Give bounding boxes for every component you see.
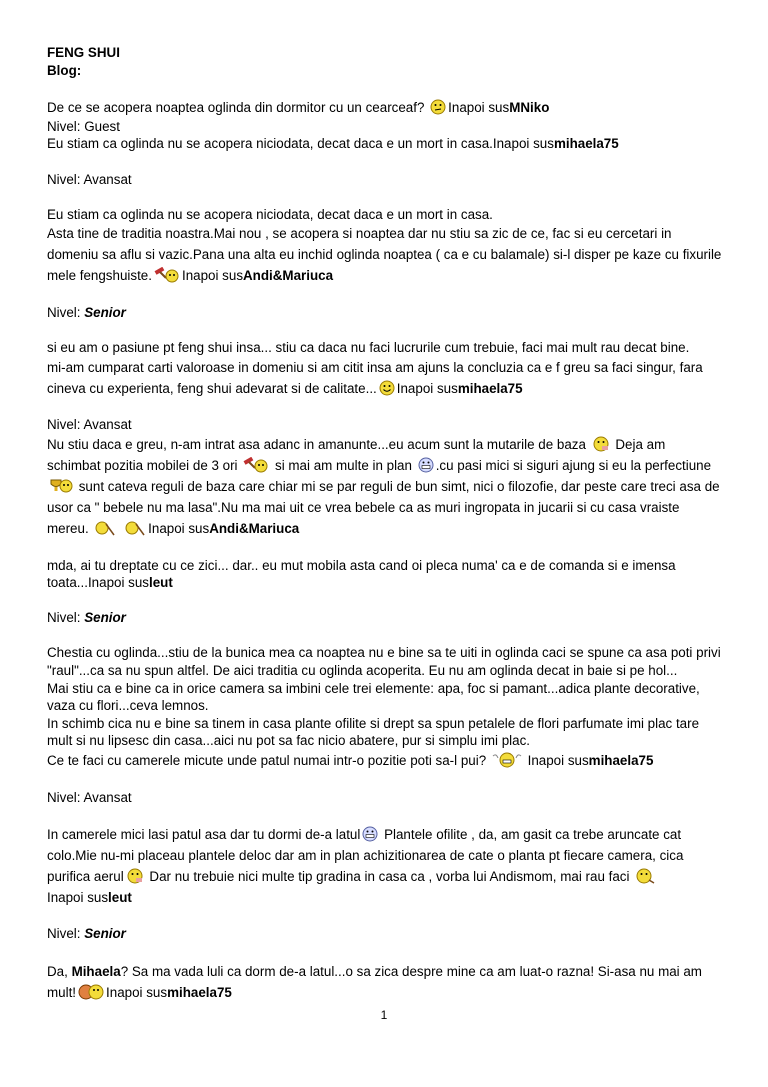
back-to-top-link[interactable]: Inapoi sus: [396, 380, 458, 396]
smile-smiley-icon: [379, 380, 395, 396]
post-level: Nivel: Senior: [47, 304, 126, 320]
post-author[interactable]: mihaela75: [457, 380, 523, 396]
back-to-top-link[interactable]: Inapoi sus: [181, 268, 244, 284]
doc-subtitle: Blog:: [47, 62, 82, 78]
page-number: 1: [380, 1008, 388, 1022]
post-level: Nivel: Avansat: [47, 417, 132, 433]
back-to-top-link[interactable]: Inapoi sus: [87, 575, 149, 591]
post-body: Mai stiu ca e bine ca in orice camera sa imbini cele trei elemente: apa, foc si pamant...adica plante decorative, vaza cu flori...ceva lemnos.: [47, 680, 700, 714]
document-page: [47, 44, 722, 1003]
post-body: Da, Mihaela? Sa ma vada luli ca dorm de-a latul...o sa zica despre mine ca am luat-o razna! Si-asa nu mai am mult! Inapoi susmihaela75: [47, 963, 702, 1000]
post-author[interactable]: Andi&Mariuca: [243, 268, 334, 284]
grin-smiley-icon: [418, 457, 434, 473]
sweeping-smiley-icon: [94, 520, 116, 536]
post-body: Ce te faci cu camerele micute unde patul numai intr-o pozitie poti sa-l pui? Inapoi susmihaela75: [47, 753, 654, 769]
post-body: Eu stiam ca oglinda nu se acopera niciodata, decat daca e un mort in casa.Inapoi susmihaela75: [47, 136, 619, 152]
post-author[interactable]: MNiko: [509, 99, 550, 115]
post-body: mi-am cumparat carti valoroase in domeniu si am citit insa am ajuns la concluzia ca e f greu sa faci singur, fara cineva cu experienta, feng shui adevarat si de calitate... Inapoi susmihaela75: [47, 359, 703, 396]
back-to-top-link[interactable]: Inapoi sus: [448, 99, 510, 115]
confused-smiley-icon: [430, 99, 446, 115]
back-to-top-link[interactable]: Inapoi sus: [492, 136, 554, 152]
post-level: Nivel: Avansat: [47, 789, 132, 805]
grin-smiley-icon: [492, 752, 522, 768]
post-author[interactable]: leut: [149, 575, 173, 591]
post-body: si eu am o pasiune pt feng shui insa... stiu ca daca nu faci lucrurile cum trebuie, faci mai mult rau decat bine.: [47, 340, 690, 356]
post-body: In schimb cica nu e bine sa tinem in casa plante ofilite si drept sa spun petalele de flori parfumate imi plac tare mult si nu lipsesc din casa...aici nu pot sa fac nicio abatere, pur si simplu imi plac.: [47, 715, 700, 749]
post-level: Nivel: Senior: [47, 610, 126, 626]
post-body: Eu stiam ca oglinda nu se acopera niciodata, decat daca e un mort in casa.: [47, 206, 493, 222]
post-author[interactable]: mihaela75: [588, 753, 654, 769]
post-author[interactable]: leut: [108, 889, 132, 905]
post-author[interactable]: Andi&Mariuca: [209, 520, 300, 536]
post-body: mda, ai tu dreptate cu ce zici... dar.. eu mut mobila asta cand oi pleca numa' ca e de comanda si e imensa toata...Inapoi susleut: [47, 557, 676, 591]
post-body: Chestia cu oglinda...stiu de la bunica mea ca noaptea nu e bine sa te uiti in oglinda caci se spune ca asa poti privi "raul"...ca sa nu spun altfel. De aici traditia cu oglinda acoperita. Eu nu am oglinda decat in baie si pe hol...: [47, 645, 721, 679]
back-to-top-link[interactable]: Inapoi sus: [148, 520, 210, 536]
post-question: De ce se acopera noaptea oglinda din dormitor cu un cearceaf? Inapoi susMNiko: [47, 99, 550, 115]
post-body: In camerele mici lasi patul asa dar tu dormi de-a latul Plantele ofilite , da, am gasit ca trebe aruncate cat colo.Mie nu-mi placeau plantele deloc dar am in plan achizitionarea de cate o planta pt fiecare camera, cica purifica aerul Dar nu trebuie nici multe tip gradina in casa ca , vorba lui Andismom, mai rau faci Inapoi susleut: [47, 826, 684, 905]
grin-smiley-icon: [362, 826, 378, 842]
post-level: Nivel: Guest: [47, 118, 120, 134]
post-level: Nivel: Avansat: [47, 171, 132, 187]
back-to-top-link[interactable]: Inapoi sus: [527, 753, 589, 769]
post-level: Nivel: Senior: [47, 926, 126, 942]
back-to-top-link[interactable]: Inapoi sus: [106, 984, 168, 1000]
back-to-top-link[interactable]: Inapoi sus: [47, 889, 109, 905]
post-body: Nu stiu daca e greu, n-am intrat asa adanc in amanunte...eu acum sunt la mutarile de baza Deja am schimbat pozitia mobilei de 3 ori si mai am multe in plan .cu pasi mici si siguri ajung si eu la perfectiune sunt cateva reguli de baza care chiar mi se par reguli de bun simt, nici o filozofie, dar peste care treci asa de usor ca " bebele nu ma lasa".Nu ma mai uit ce vrea bebele ca as muri ingropata in jucarii si cu casa vraiste mereu. Inapoi susAndi&Mariuca: [47, 436, 720, 536]
sweeping-smiley-icon: [124, 520, 146, 536]
post-author[interactable]: mihaela75: [553, 136, 619, 152]
hammer-smiley-icon: [243, 457, 269, 473]
doc-title: FENG SHUI: [47, 45, 120, 60]
pointing-smiley-icon: [635, 868, 655, 884]
post-body: Asta tine de traditia noastra.Mai nou , se acopera si noaptea dar nu stiu sa zic de ce, fac si eu cercetari in domeniu sa aflu si vazic.Pana una alta eu inchid oglinda noaptea ( ca e cu balamale) si-l disper pe kaze cu fixurile mele fengshuiste. Inapoi susAndi&Mariuca: [47, 226, 722, 284]
crying-smiley-icon: [78, 984, 104, 1000]
thinking-smiley-icon: [592, 436, 610, 452]
trophy-smiley-icon: [49, 478, 73, 494]
thinking-smiley-icon: [126, 868, 144, 884]
post-author[interactable]: mihaela75: [167, 984, 232, 1000]
hammer-smiley-icon: [154, 267, 180, 283]
